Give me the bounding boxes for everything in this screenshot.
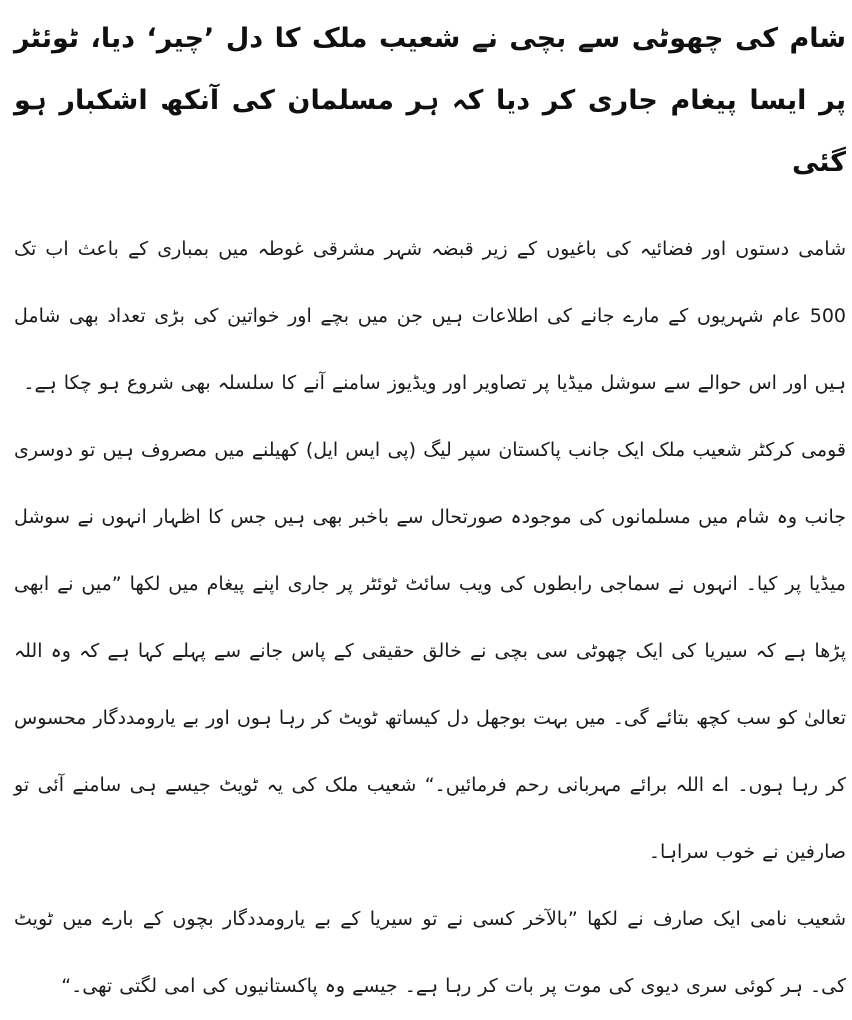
article-headline: شام کی چھوٹی سے بچی نے شعیب ملک کا دل ’چیر‘ دیا، ٹوئٹر پر ایسا پیغام جاری کر دیا کہ ہر مسلمان کی آنکھ اشکبار ہو گئی: [14, 23, 846, 178]
article-paragraph-1: شامی دستوں اور فضائیہ کی باغیوں کے زیر قبضہ شہر مشرقی غوطہ میں بمباری کے باعث اب تک 500 عام شہریوں کے مارے جانے کی اطلاعات ہیں جن میں بچے اور خواتین کی بڑی تعداد بھی شامل ہیں اور اس حوالے سے سوشل میڈیا پر تصاویر اور ویڈیوز سامنے آنے کا سلسلہ بھی شروع ہو چکا ہے۔: [14, 238, 846, 394]
article-paragraph-3: شعیب نامی ایک صارف نے لکھا ”بالآخر کسی نے تو سیریا کے بے یارومددگار بچوں کے بارے میں ٹویٹ کی۔ ہر کوئی سری دیوی کی موت پر بات کر رہا ہے۔ جیسے وہ پاکستانیوں کی امی لگتی تھی۔“: [14, 908, 846, 997]
article-paragraph-2: قومی کرکٹر شعیب ملک ایک جانب پاکستان سپر لیگ (پی ایس ایل) کھیلنے میں مصروف ہیں تو دوسری جانب وہ شام میں مسلمانوں کی موجودہ صورتحال سے باخبر بھی ہیں جس کا اظہار انہوں نے سوشل میڈیا پر کیا۔ انہوں نے سماجی رابطوں کی ویب سائٹ ٹوئٹر پر جاری اپنے پیغام میں لکھا ”میں نے ابھی پڑھا ہے کہ سیریا کی ایک چھوٹی سی بچی نے خالق حقیقی کے پاس جانے سے پہلے کہا ہے کہ وہ اللہ تعالیٰ کو سب کچھ بتائے گی۔ میں بہت بوجھل دل کیساتھ ٹویٹ کر رہا ہوں اور بے یارومددگار محسوس کر رہا ہوں۔ اے اللہ برائے مہربانی رحم فرمائیں۔“ شعیب ملک کی یہ ٹویٹ جیسے ہی سامنے آئی تو صارفین نے خوب سراہا۔: [14, 439, 846, 863]
